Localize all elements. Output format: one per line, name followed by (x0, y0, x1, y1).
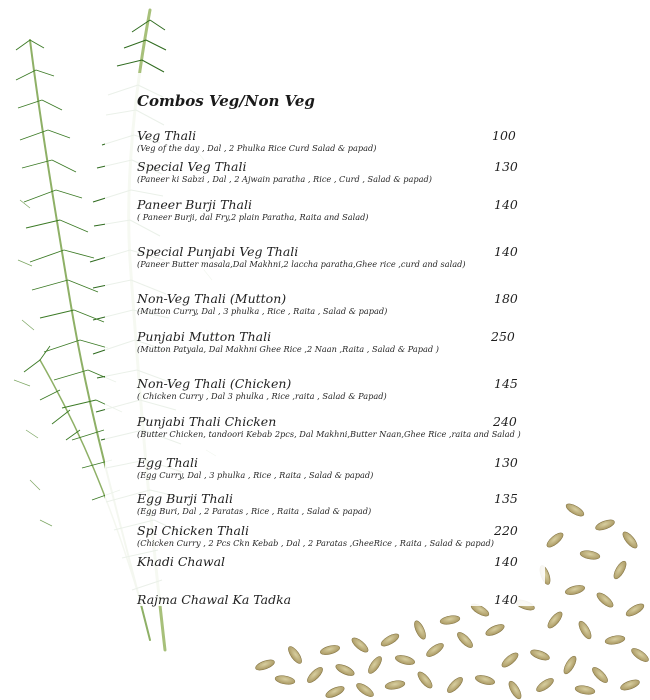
item-description: (Egg Curry, Dal , 3 phulka , Rice , Raita , Salad & papad) (137, 470, 374, 480)
item-name: Rajma Chawal Ka Tadka (137, 592, 292, 607)
item-name: Veg Thali (137, 128, 197, 143)
menu-title: Combos Veg/Non Veg (137, 92, 315, 110)
item-name: Non-Veg Thali (Chicken) (137, 376, 292, 391)
item-description: (Mutton Patyala, Dal Makhni Ghee Rice ,2 Naan ,Raita , Salad & Papad ) (137, 344, 439, 354)
item-description: (Veg of the day , Dal , 2 Phulka Rice Curd Salad & papad) (137, 143, 377, 153)
menu-item-special-veg-thali (137, 159, 517, 185)
item-description: (Mutton Curry, Dal , 3 phulka , Rice , Raita , Salad & papad) (137, 306, 388, 316)
item-description: (Paneer Butter masala,Dal Makhni,2 laccha paratha,Ghee rice ,curd and salad) (137, 259, 466, 269)
item-price: 135 (494, 491, 518, 506)
item-name: Spl Chicken Thali (137, 523, 249, 538)
item-price: 250 (491, 329, 515, 344)
item-price: 220 (494, 523, 518, 538)
item-price: 140 (494, 244, 518, 259)
item-price: 180 (494, 291, 518, 306)
item-name: Khadi Chawal (137, 554, 226, 569)
item-price: 140 (494, 197, 518, 212)
item-price: 130 (494, 455, 518, 470)
item-description: (Chicken Curry , 2 Pcs Ckn Kebab , Dal , 2 Paratas ,GheeRice , Raita , Salad & papad) (137, 538, 494, 548)
item-description: ( Chicken Curry , Dal 3 phulka , Rice ,raita , Salad & Papad) (137, 391, 387, 401)
item-price: 145 (494, 376, 518, 391)
item-name: Punjabi Thali Chicken (137, 414, 277, 429)
item-name: Egg Burji Thali (137, 491, 233, 506)
item-name: Egg Thali (137, 455, 198, 470)
item-name: Non-Veg Thali (Mutton) (137, 291, 287, 306)
item-price: 140 (494, 554, 518, 569)
item-price: 130 (494, 159, 518, 174)
menu-item-special-punjabi-veg-thali (137, 244, 517, 270)
menu-item-spl-chicken-thali (137, 523, 517, 549)
item-description: (Paneer ki Sabzi , Dal , 2 Ajwain paratha , Rice , Curd , Salad & papad) (137, 174, 432, 184)
item-description: (Butter Chicken, tandoori Kebab 2pcs, Dal Makhni,Butter Naan,Ghee Rice ,raita and Salad ) (137, 429, 521, 439)
item-name: Special Veg Thali (137, 159, 247, 174)
item-name: Paneer Burji Thali (137, 197, 252, 212)
item-price: 100 (492, 128, 516, 143)
menu-item-khadi-chawal (137, 554, 517, 569)
item-description: (Egg Buri, Dal , 2 Paratas , Rice , Raita , Salad & papad) (137, 506, 372, 516)
item-price: 140 (494, 592, 518, 607)
menu-item-egg-burji-thali (137, 491, 517, 517)
menu-item-punjabi-thali-chicken (137, 414, 521, 440)
menu-item-veg-thali (137, 128, 517, 154)
menu-item-paneer-burji-thali (137, 197, 517, 223)
item-name: Special Punjabi Veg Thali (137, 244, 299, 259)
menu-item-egg-thali (137, 455, 517, 481)
menu-item-non-veg-thali-chicken (137, 376, 517, 402)
item-name: Punjabi Mutton Thali (137, 329, 272, 344)
menu-item-punjabi-mutton-thali (137, 329, 517, 355)
item-price: 240 (493, 414, 517, 429)
menu-item-rajma-chawal-ka-tadka (137, 592, 517, 607)
item-description: ( Paneer Burji, dal Fry,2 plain Paratha, Raita and Salad) (137, 212, 369, 222)
menu-item-non-veg-thali-mutton (137, 291, 517, 317)
